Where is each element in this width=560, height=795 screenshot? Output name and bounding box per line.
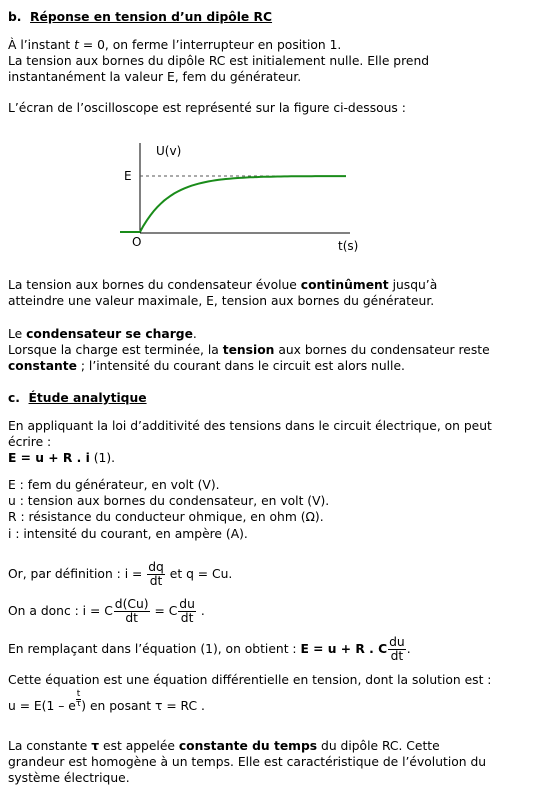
paragraph-line xyxy=(8,277,437,293)
emphasis: constante xyxy=(8,359,77,373)
paragraph-line: En appliquant la loi d’additivité des tensions dans le circuit électrique, on peut xyxy=(8,419,492,433)
section-b-heading xyxy=(8,9,272,25)
text: Or, par définition : i = xyxy=(8,567,147,581)
differential-equation xyxy=(8,636,411,663)
fraction xyxy=(178,598,196,625)
paragraph-line xyxy=(8,358,405,374)
section-c-title: Étude analytique xyxy=(28,391,147,405)
paragraph-line xyxy=(8,326,197,342)
text: La constante xyxy=(8,739,92,753)
paragraph-line xyxy=(8,342,490,358)
paragraph-line: instantanément la valeur E, fem du générateur. xyxy=(8,70,302,84)
derivation-i xyxy=(8,598,205,625)
text: Lorsque la charge est terminée, la xyxy=(8,343,223,357)
paragraph-line: grandeur est homogène à un temps. Elle est caractéristique de l’évolution du xyxy=(8,755,487,769)
text: est appelée xyxy=(99,739,179,753)
exponent-numerator: t xyxy=(76,689,81,699)
text: du dipôle RC. Cette xyxy=(317,739,440,753)
emphasis: continûment xyxy=(300,278,389,292)
denominator: dt xyxy=(125,611,138,625)
text: et q = Cu. xyxy=(165,567,233,581)
time-variable: t xyxy=(74,38,79,52)
voltage-curve xyxy=(140,176,346,232)
text: . xyxy=(196,604,205,618)
text: = C xyxy=(150,604,178,618)
denominator: dt xyxy=(390,649,404,663)
equation-text: E = u + R . C xyxy=(300,642,388,656)
emphasis: tension xyxy=(222,343,275,357)
tau-symbol: τ xyxy=(91,739,100,753)
fraction xyxy=(147,561,165,588)
fraction xyxy=(114,598,150,625)
paragraph-line: écrire : xyxy=(8,435,52,449)
numerator: du xyxy=(179,597,195,611)
exponent-denominator: τ xyxy=(75,699,82,709)
paragraph-line: L’écran de l’oscilloscope est représenté sur la figure ci-dessous : xyxy=(8,101,406,115)
exponent xyxy=(76,690,81,709)
asymptote-label: E xyxy=(124,169,132,183)
oscilloscope-chart xyxy=(110,135,370,255)
fraction xyxy=(388,636,406,663)
section-b-title: Réponse en tension d’un dipôle RC xyxy=(30,10,273,24)
definition-line: E : fem du générateur, en volt (V). xyxy=(8,478,220,492)
equation-text: E = u + R . i xyxy=(8,451,90,465)
denominator: dt xyxy=(180,611,194,625)
paragraph-line: Cette équation est une équation différentielle en tension, dont la solution est : xyxy=(8,673,492,687)
text: aux bornes du condensateur reste xyxy=(274,343,490,357)
text: Le xyxy=(8,327,27,341)
text: . xyxy=(406,642,411,656)
numerator: du xyxy=(389,635,405,649)
paragraph-line: atteindre une valeur maximale, E, tension aux bornes du générateur. xyxy=(8,294,435,308)
section-c-heading xyxy=(8,390,147,406)
definition-line: R : résistance du conducteur ohmique, en ohm (Ω). xyxy=(8,510,324,524)
text: . xyxy=(192,327,197,341)
definition-line: u : tension aux bornes du condensateur, en volt (V). xyxy=(8,494,330,508)
paragraph-line: La tension aux bornes du dipôle RC est initialement nulle. Elle prend xyxy=(8,54,430,68)
text: ) en posant τ = RC . xyxy=(81,699,205,713)
definition-line: i : intensité du courant, en ampère (A). xyxy=(8,527,248,541)
x-axis-label: t(s) xyxy=(338,239,359,253)
text: La tension aux bornes du condensateur évolue xyxy=(8,278,301,292)
origin-label: O xyxy=(132,235,142,249)
solution-equation xyxy=(8,689,205,717)
text: jusqu’à xyxy=(388,278,438,292)
text: u = E(1 – e xyxy=(8,699,76,713)
paragraph-line xyxy=(8,738,440,754)
y-axis-label: U(v) xyxy=(156,144,182,158)
equation-number: (1). xyxy=(89,451,116,465)
section-b-letter: b. xyxy=(8,10,22,24)
emphasis: condensateur se charge xyxy=(26,327,193,341)
numerator: d(Cu) xyxy=(114,597,149,611)
emphasis: constante du temps xyxy=(178,739,318,753)
text: On a donc : i = C xyxy=(8,604,113,618)
paragraph-line xyxy=(8,37,341,53)
section-c-letter: c. xyxy=(8,391,20,405)
equation-1 xyxy=(8,450,115,466)
text: En remplaçant dans l’équation (1), on obtient : xyxy=(8,642,301,656)
definition-i xyxy=(8,561,232,588)
text: ; l’intensité du courant dans le circuit est alors nulle. xyxy=(76,359,405,373)
paragraph-line: système électrique. xyxy=(8,771,130,785)
text: À l’instant xyxy=(8,38,75,52)
text: = 0, on ferme l’interrupteur en position 1. xyxy=(78,38,342,52)
denominator: dt xyxy=(149,574,163,588)
numerator: dq xyxy=(148,560,164,574)
